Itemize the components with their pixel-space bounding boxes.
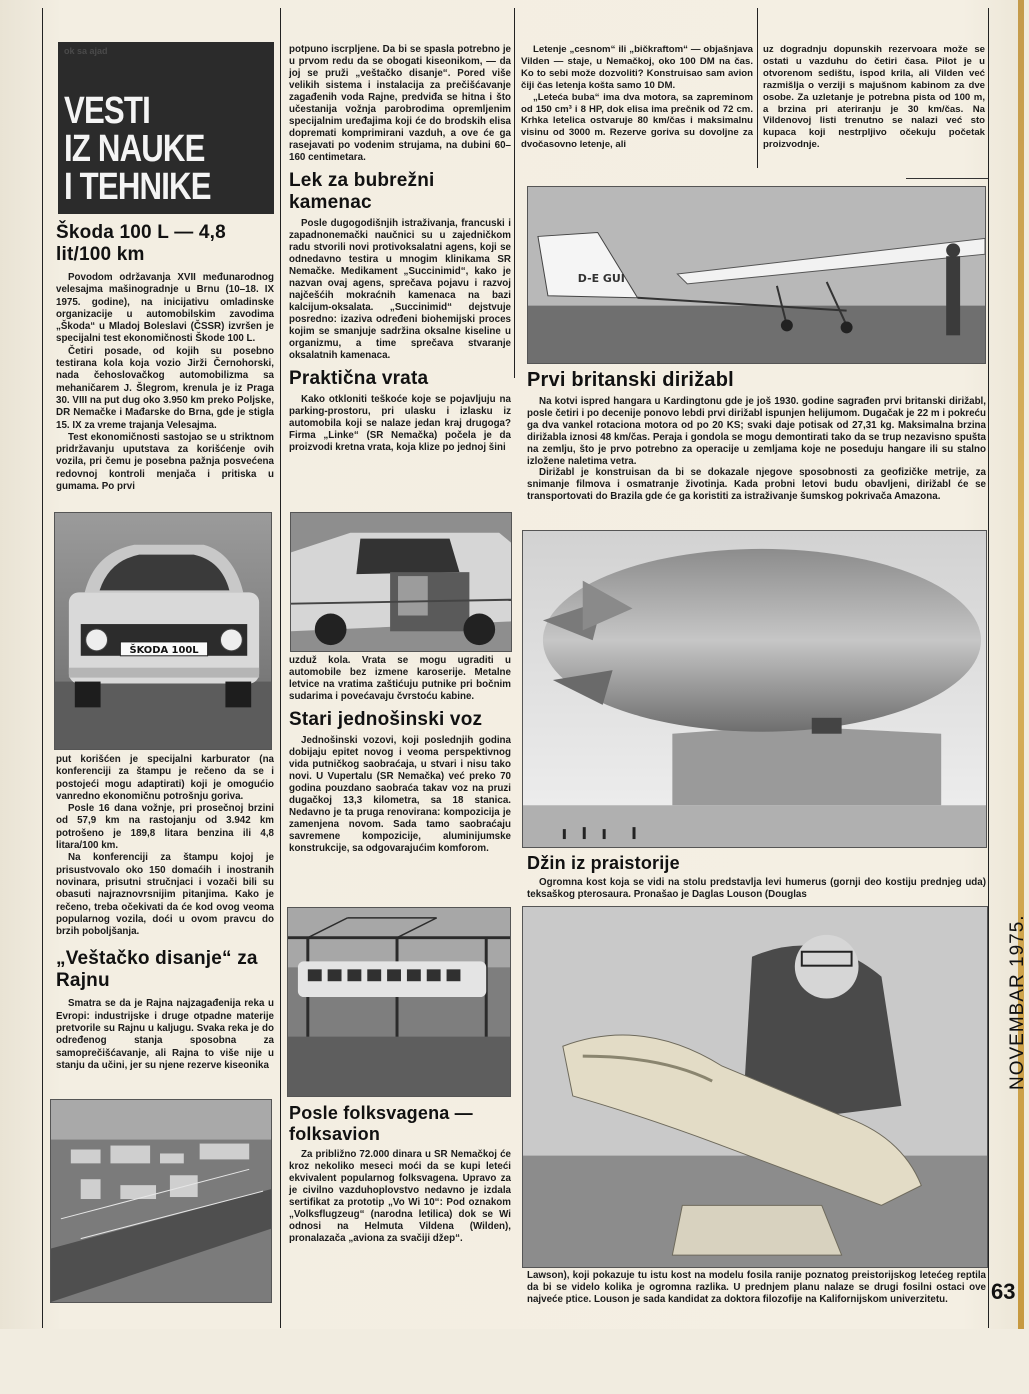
- column-2-middle: [289, 655, 511, 905]
- column-2-bottom: [289, 1103, 511, 1323]
- issue-month: NOVEMBAR 1975.: [1007, 914, 1028, 1090]
- folks-headline: Posle folksvagena — folksavion: [289, 1103, 473, 1144]
- divider: [906, 178, 988, 179]
- article-paragraph: uz dogradnju dopunskih rezervoara može se ostati u vazduhu do četiri časa. Pilot je u otvorenom sedištu, ispod krila, ali Vilden već razmišlja o verziji s majušnom kabinom za dve osobe. Za uzletanje je potrebna pista od 100 m, a brzina pri ateriranju je 30 km/čas. Na Vildenovoj listi trenutno se nalazi već sto kupaca koji nestrpljivo očekuju početak proizvodnje.: [763, 44, 985, 151]
- folks-article-end: [763, 44, 985, 151]
- kicker-ghost-text: ok sa ajad: [64, 46, 108, 56]
- dirizabl-article: [527, 396, 986, 503]
- article-paragraph: „Leteća buba“ ima dva motora, sa zapreminom od 150 cm³ i 8 HP, dok elisa ima prečnik od 72 cm. Krhka letelica ostvaruje 80 km/čas i maksimalnu visinu od 3000 m. Rezerve goriva su dovoljne za dvočasovno letenje, ali: [521, 91, 753, 151]
- article-paragraph: Posle 16 dana vožnje, pri prosečnoj brzini od 57,9 km na rastojanju od 3.942 km potrošeno je 189,8 litara benzina ili 4,8 litara/100 km.: [56, 803, 274, 852]
- plane-registration: D-E GUI: [577, 271, 625, 285]
- column-3-wide-a: [527, 368, 986, 528]
- article-paragraph: Povodom održavanja XVII međunarodnog velesajma mašinogradnje u Brnu (10–18. IX 1975. godine), na inicijativu omladinske organizacije u automobilskim zavodima „Škoda“ u Mladoj Boleslavi (ČSSR) izvršen je specijalni test ekonomičnosti Škode 100 L.: [56, 272, 274, 345]
- kamenac-headline: Lek za bubrežni kamenac: [289, 170, 435, 213]
- article-paragraph: Smatra se da je Rajna najzagađenija reka u Evropi: industrijske i druge otpadne materije pretvorile su Rajnu u kaljugu. Svaka reka je do određenog stanja sposobna za samoprečišćavanje, ali Rajna to više nije u stanju da učini, jer su njene rezerve kiseonika: [56, 998, 274, 1071]
- dirizabl-headline: Prvi britanski dirižabl: [527, 369, 734, 391]
- article-paragraph: Za približno 72.000 dinara u SR Nemačkoj će kroz nekoliko meseci moći da se kupi leteći ekvivalent popularnog folksvagena. Upravo za je civilno vazduhoplovstvo nedavno je izdala sertifikat za prototip „Vo Wi 10“: Pod oznakom „Volksflugzeug“ (narodna letilica) dok se Wi odnosi na Helmuta Vildena (Wilden), pronalazača „aviona za svačiji džep“.: [289, 1149, 511, 1244]
- folksavion-plane-photo: [527, 186, 986, 364]
- section-title: [64, 92, 236, 206]
- article-paragraph: Letenje „cesnom“ ili „bičkraftom“ — objašnjava Vilden — staje, u Nemačkoj, oko 100 DM na čas. Ko to sebi može dozvoliti? Konstruisao sam avion čiji čas letenja košta samo 10 DM.: [521, 44, 753, 91]
- page-number: 63: [991, 1279, 1016, 1304]
- folks-article: [289, 1149, 511, 1245]
- column-rule: [757, 8, 758, 168]
- rajna-article: [56, 998, 274, 1072]
- section-kicker: [58, 42, 274, 214]
- voz-headline: Stari jednošinski voz: [289, 709, 483, 730]
- voz-article: [289, 735, 511, 855]
- vrata-article-cont: [289, 655, 511, 703]
- article-paragraph: potpuno iscrpljene. Da bi se spasla potrebno je u prvom redu da se obogati kiseonikom, — da joj se pruži „veštačko disanje“. Pored više velikih sistema i instalacija za prečišćavanje zagađenih voda Rajne, predviđa se hitna i što učestanija vožnja parobrodima opremljenim specijalnim uređajima koji će do brodskih elisa dopremati komprimirani vazduh, a ove će ga rasejavati po vodenim strujama, na dubini 60–160 centimetara.: [289, 44, 511, 163]
- article-paragraph: Lawson), koji pokazuje tu istu kost na modelu fosila ranije poznatog preistorijskog letećeg reptila da bi se videlo kolika je ogromna razlika. U prednjem planu nalaze se drugi fosilni ostaci ove najveće ptice. Louson je sada kandidat za doktora filozofije na Kalifornijskom univerzitetu.: [527, 1270, 986, 1305]
- monorail-photo: [287, 907, 511, 1097]
- outer-rule: [988, 8, 989, 1328]
- article-paragraph: Test ekonomičnosti sastojao se u striktnom pridržavanju uputstava za korišćenje ovih vozila, pri čemu je posebna pažnja posvećena redovnoj kontroli menjača i pritiska u gumama. Po prvi: [56, 431, 274, 493]
- dzin-article: [527, 877, 986, 901]
- river-industry-photo: [50, 1099, 272, 1303]
- skoda-article-cont: [56, 754, 274, 938]
- section-title-line: VESTI: [64, 90, 150, 132]
- column-1-top: [56, 222, 274, 512]
- column-rule: [280, 8, 281, 1328]
- vrata-headline: Praktična vrata: [289, 368, 429, 389]
- article-paragraph: Dirižabl je konstruisan da bi se dokazale njegove sposobnosti za geofizičke metrije, za snimanje filmova i osmatranje životinja. Kada probni letovi budu obavljeni, dirižabl će se transportovati do Brazila gde će ga koristiti za istraživanje šumskog pokrivača Amazona.: [527, 467, 986, 503]
- sliding-door-car-photo: [290, 512, 512, 652]
- column-3-wide-b: [527, 852, 986, 912]
- column-2-top: [289, 44, 511, 514]
- column-rule: [514, 8, 515, 378]
- article-paragraph: Na kotvi ispred hangara u Kardingtonu gde je još 1930. godine sagrađen prvi britanski dirižabl, posle četiri i po decenije ponovo lebdi prvi dirižabl ispunjen helijumom. Dugačak je 22 m i pokreću ga dva vankel rotaciona motora od po 20 KS; svaki daje potisak od 27,31 kg. Maksimalna brzina dirižabla iznosi 48 km/čas. Peraja i gondola se mogu demontirati tako da se trup nezavisno spušta na zemlju, što je prvo potrebno za operacije u zemljama koje ne poseduju hangare ili su stalno izložene naletima vetra.: [527, 396, 986, 467]
- section-title-line: I TEHNIKE: [64, 166, 211, 208]
- folks-article-cont: [521, 44, 753, 151]
- skoda-article: [56, 272, 274, 493]
- column-3-top: [521, 44, 753, 174]
- rajna-headline: „Veštačko disanje“ za Rajnu: [56, 948, 258, 992]
- article-paragraph: Kako otkloniti teškoće koje se pojavljuju na parking-prostoru, pri ulasku i izlasku iz automobila koji se nalaze jedan kraj drugoga? Firma „Linke“ (SR Nemačka) počela je da proizvodi kretna vrata, koja klize po jednoj šini: [289, 394, 511, 453]
- airship-photo: [522, 530, 987, 848]
- rajna-article-cont: [289, 44, 511, 164]
- dzin-headline: Džin iz praistorije: [527, 853, 680, 873]
- article-paragraph: Ogromna kost koja se vidi na stolu predstavlja levi humerus (gornji deo kostiju prednjeg uda) teksaškog pterosaura. Pronašao je Daglas Louson (Douglas: [527, 877, 986, 900]
- section-title-line: IZ NAUKE: [64, 128, 205, 170]
- column-3-wide-c: [527, 1270, 986, 1328]
- article-paragraph: put korišćen je specijalni karburator (na konferenciji za štampu je rečeno da se i postojeći mogu adaptirati) koji je omogućio vanredno ekonomičnu potrošnju goriva.: [56, 754, 274, 802]
- kamenac-article: [289, 218, 511, 362]
- article-paragraph: Jednošinski vozovi, koji poslednjih godina dobijaju epitet novog i veoma perspektivnog vida putničkog saobraćaja, u stvari i nisu tako novi. U Vupertalu (SR Nemačka) već preko 70 godina pouzdano saobraća takav voz na pruzi dugačkoj 13,3 kilometra, sa 18 stanica. Nedavno je ta pruga renovirana: kompozicija je zamenjena novom. Sada tamo saobraćaju savremene kompozicije, aluminijumske konstrukcije, sa odgovarajućim komforom.: [289, 735, 511, 854]
- skoda-headline: Škoda 100 L — 4,8 lit/100 km: [56, 222, 226, 265]
- article-paragraph: Četiri posade, od kojih su posebno testirana kola koja vozio Jirži Černohorski, nada čehoslovačkog automobilizma sa mehaničarem J. Šlegrom, krenula je iz Praga 30. VIII na put dug oko 3.950 km preko Poljske, DR Nemačke i Mađarske do Brna, gde je stigla 15. IX za vreme trajanja Velesajma.: [56, 345, 274, 431]
- fossil-bone-photo: [522, 906, 988, 1268]
- skoda-car-photo: [54, 512, 272, 750]
- article-paragraph: Posle dugogodišnjih istraživanja, francuski i zapadnonemački naučnici su u zajedničkom radu stvorili novi protivoksalatni agens, koji se odnedavno testira u mnogim klinikama SR Nemačke. Medikament „Succinimid“, kako je nazvan ovaj agens, sprečava pojavu i razvoj najčešćih mokraćnih kamenaca na bazi kalcijum-oksalata. „Succinimid“ dejstvuje posredno: izaziva određeni biohemijski proces kojim se smanjuje sadržina oksalne kiseline u organizmu, a time sprečava stvaranje oksalatnih kamenaca.: [289, 218, 511, 361]
- dzin-article-cont: [527, 1270, 986, 1305]
- article-paragraph: uzduž kola. Vrata se mogu ugraditi u automobile bez izmene karoserije. Metalne letvice na vratima zaštićuju putnike pri bočnim sudarima i povećavaju čvrstoću kabine.: [289, 655, 511, 702]
- vrata-article: [289, 394, 511, 454]
- page-edge: [1018, 0, 1024, 1329]
- column-rule: [42, 8, 43, 1328]
- license-plate: ŠKODA 100L: [129, 644, 199, 656]
- column-4-top: [763, 44, 985, 174]
- article-paragraph: Na konferenciji za štampu kojoj je prisustvovalo oko 150 domaćih i inostranih novinara, prisutni stručnjaci i vozači bili su obasuti najraznovrsnijim pitanjima. Kako je rečeno, treba očekivati da će kod ovog veoma popularnog vozila, doći u ovom pravcu do brzih poboljšanja.: [56, 852, 274, 938]
